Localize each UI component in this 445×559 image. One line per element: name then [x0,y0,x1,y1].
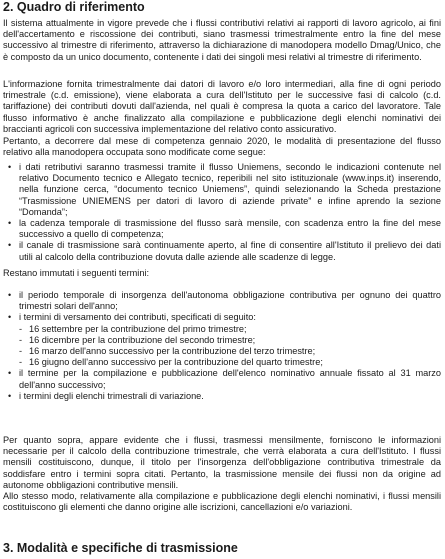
paragraph-allo-stesso-modo [3,491,441,513]
sublist-item: - 16 giugno dell'anno successivo per la contribuzione del quarto trimestre; [19,357,441,368]
paragraph-text: Il sistema attualmente in vigore prevede che i flussi contributivi relativi ai rapporti di lavoro agricolo, ai fini dell'accertamento e riscossione dei contributi, siano trasmessi trimestralmente entro la fine del mese successivo al trimestre di riferimento, attraverso la dichiarazione di manodopera modello Dmag/Unico, che è composto da un unico documento, contenente i dati dei singoli mesi relativi al trimestre di riferimento. [3,18,441,62]
payment-deadlines-sublist [3,324,441,369]
changes-list-container [3,162,441,263]
paragraph-pertanto [3,136,441,158]
list-item: • la cadenza temporale di trasmissione del flusso sarà mensile, con scadenza entro la fine del mese successivo a quello di competenza; [3,218,441,240]
paragraph-sistema-attuale [3,18,441,63]
unchanged-list-continued [3,368,441,402]
list-item: • i termini degli elenchi trimestrali di variazione. [3,391,441,402]
unchanged-list [3,290,441,324]
list-item: • il termine per la compilazione e pubblicazione dell'elenco nominativo annuale fissato al 31 marzo dell'anno successivo; [3,368,441,390]
paragraph-text: Per quanto sopra, appare evidente che i flussi, trasmessi mensilmente, forniscono le informazioni necessarie per il calcolo della contribuzione trimestrale, che verrà elaborata a cura dell'Istituto. I flussi mensili costituiscono, dunque, il titolo per l'insorgenza dell'obbligazione contributiva trimestrale da soddisfare entro i termini sopra citati. Pertanto, la trasmissione mensile dei flussi non da origine ad autonome obbligazioni contributive mensili. [3,435,441,490]
list-item: • il canale di trasmissione sarà continuamente aperto, al fine di consentire all'Istituto il prelievo dei dati utili al calcolo della contribuzione dovuta dalle aziende alle scadenze di legge. [3,240,441,262]
list-item: • il periodo temporale di insorgenza dell'autonoma obbligazione contributiva per ognuno dei quattro trimestri solari dell'anno; [3,290,441,312]
paragraph-text: Restano immutati i seguenti termini: [3,268,150,278]
paragraph-text: L'informazione fornita trimestralmente dai datori di lavoro e/o loro intermediari, alla fine di ogni periodo trimestrale (c.d. emissione), viene elaborata a cura dell'Istituto per le successive fasi di calcolo (c.d. tariffazione) dei contributi dovuti dall'azienda, nel quali è compresa la quota a carico del lavoratore. Tale flusso informativo è anche finalizzato alla compilazione e pubblicazione degli elenchi nominativi dei braccianti agricoli con successiva implementazione del relativo conto assicurativo. [3,79,441,134]
sublist-item: - 16 dicembre per la contribuzione del secondo trimestre; [19,335,441,346]
section-heading-quadro-di-riferimento: 2. Quadro di riferimento [3,0,145,14]
changes-list [3,162,441,263]
sublist-item: - 16 settembre per la contribuzione del primo trimestre; [19,324,441,335]
list-item-text: i termini di versamento dei contributi, specificati di seguito: [19,312,256,323]
list-item [3,312,441,323]
paragraph-text: Allo stesso modo, relativamente alla compilazione e pubblicazione degli elenchi nominativi, i flussi mensili costituiscono gli elementi che danno origine alle iscrizioni, cancellazioni e/o variazioni. [3,491,441,513]
unchanged-intro [3,268,441,279]
unchanged-list-container [3,290,441,402]
paragraph-informazione-trimestrale [3,79,441,135]
section-heading-modalita-trasmissione: 3. Modalità e specifiche di trasmissione [3,541,238,555]
paragraph-per-quanto-sopra [3,435,441,491]
paragraph-text: Pertanto, a decorrere dal mese di competenza gennaio 2020, le modalità di presentazione del flusso relativo alla manodopera occupata sono modificate come segue: [3,136,441,158]
list-item: • i dati retributivi saranno trasmessi tramite il flusso Uniemens, secondo le indicazioni contenute nel relativo Documento tecnico e Allegato tecnico, reperibili nel sito istituzionale (www.inps.it) inserendo, nella funzione cerca, “documento tecnico Uniemens”, quindi selezionando la Scheda prestazione “Trasmissione UNIEMENS per datori di lavoro di aziende private” e infine aprendo la sezione “Domanda”; [3,162,441,218]
sublist-item: - 16 marzo dell'anno successivo per la contribuzione del terzo trimestre; [19,346,441,357]
